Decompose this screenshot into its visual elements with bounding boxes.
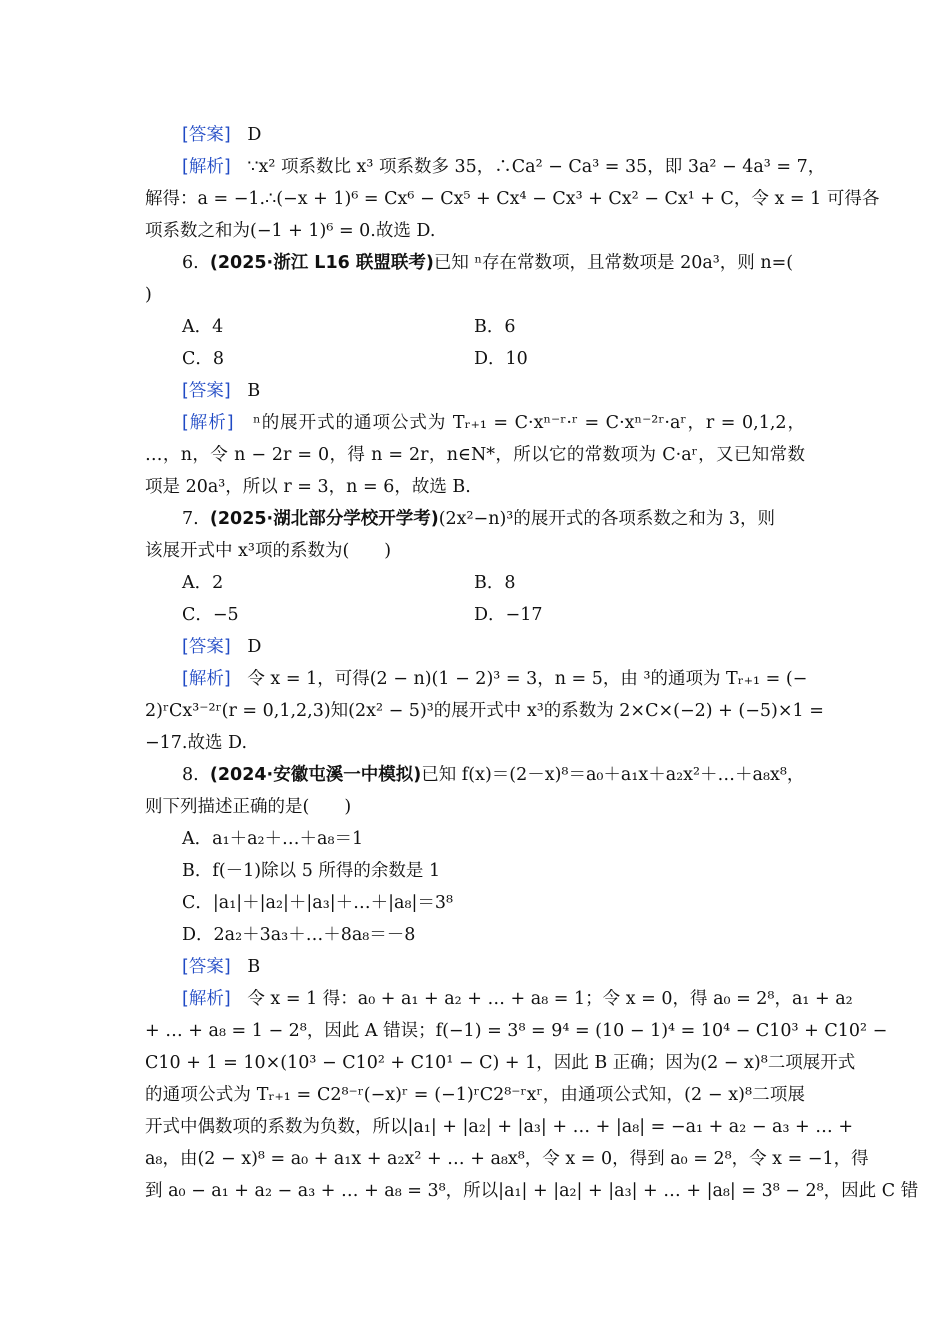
analysis-tag: [解析] — [182, 669, 231, 689]
q6-option-a: A．4 — [182, 317, 224, 337]
q8-option-b: B．f(－1)除以 5 所得的余数是 1 — [182, 861, 441, 881]
q5-analysis-line-3: 项系数之和为(−1 + 1)⁶ = 0.故选 D. — [145, 221, 436, 241]
q8-analysis-line-4: 的通项公式为 Tᵣ₊₁ = C2⁸⁻ʳ(−x)ʳ = (−1)ʳC2⁸⁻ʳxʳ，由通项公式知，(2 − x)⁸二项展 — [145, 1085, 805, 1105]
q6-option-b: B．6 — [474, 317, 516, 337]
q8-analysis-line-5: 开式中偶数项的系数为负数，所以|a₁| + |a₂| + |a₃| + … + |a₈| = −a₁ + a₂ − a₃ + … + — [145, 1117, 854, 1137]
q7-stem-line-1 — [182, 506, 775, 532]
q6-stem-1: 已知 ⁿ存在常数项，且常数项是 20a³，则 n=( — [433, 253, 794, 273]
q6-analysis-1: ⁿ的展开式的通项公式为 Tᵣ₊₁ = C·xⁿ⁻ʳ·ʳ = C·xⁿ⁻²ʳ·aʳ，r = 0,1,2， — [253, 413, 805, 433]
q5-answer-line — [182, 122, 261, 148]
analysis-tag: [解析] — [182, 413, 234, 433]
q7-analysis-1: 令 x = 1，可得(2 − n)(1 − 2)³ = 3，n = 5，由 ³的通项为 Tᵣ₊₁ = (− — [247, 669, 808, 689]
q8-analysis-1: 令 x = 1 得：a₀ + a₁ + a₂ + … + a₈ = 1；令 x = 0，得 a₀ = 2⁸，a₁ + a₂ — [247, 989, 853, 1009]
q8-answer: B — [247, 957, 261, 977]
q8-stem-1: 已知 f(x)＝(2－x)⁸＝a₀＋a₁x＋a₂x²＋…＋a₈x⁸， — [421, 765, 805, 785]
q6-option-d: D．10 — [474, 349, 528, 369]
answer-tag: [答案] — [182, 125, 231, 145]
q7-stem-line-2: 该展开式中 x³项的系数为( ) — [145, 541, 392, 561]
q6-analysis-line-3: 项是 20a³，所以 r = 3，n = 6，故选 B. — [145, 477, 471, 497]
q7-option-d: D．−17 — [474, 605, 543, 625]
q6-option-c: C．8 — [182, 349, 225, 369]
q7-stem-1: (2x²−n)³的展开式的各项系数之和为 3，则 — [438, 509, 776, 529]
q8-analysis-line-2: + … + a₈ = 1 − 2⁸，因此 A 错误；f(−1) = 3⁸ = 9⁴ = (10 − 1)⁴ = 10⁴ − C10³ + C10² − — [145, 1021, 888, 1041]
q6-stem-line-2: ) — [145, 285, 152, 305]
q7-source: (2025·湖北部分学校开学考) — [209, 509, 439, 529]
q8-analysis-line-7: 到 a₀ − a₁ + a₂ − a₃ + … + a₈ = 3⁸，所以|a₁| + |a₂| + |a₃| + … + |a₈| = 3⁸ − 2⁸，因此 C 错 — [145, 1181, 919, 1201]
q8-number: 8. — [182, 765, 199, 785]
q8-option-a: A．a₁＋a₂＋…＋a₈＝1 — [182, 829, 364, 849]
q8-source: (2024·安徽屯溪一中模拟) — [209, 765, 422, 785]
q7-option-a: A．2 — [182, 573, 224, 593]
q6-answer-line — [182, 378, 260, 404]
q8-analysis-line-1 — [182, 986, 853, 1012]
q7-analysis-line-3: −17.故选 D. — [145, 733, 248, 753]
q8-stem-line-2: 则下列描述正确的是( ) — [145, 797, 352, 817]
q8-stem-line-1 — [182, 762, 804, 788]
q5-analysis-1: ∵x² 项系数比 x³ 项系数多 35，∴Ca² − Ca³ = 35，即 3a² − 4a³ = 7， — [247, 157, 826, 177]
q7-option-c: C．−5 — [182, 605, 239, 625]
q8-analysis-line-3: C10 + 1 = 10×(10³ − C10² + C10¹ − C) + 1，因此 B 正确；因为(2 − x)⁸二项展开式 — [145, 1053, 856, 1073]
q8-analysis-line-6: a₈，由(2 − x)⁸ = a₀ + a₁x + a₂x² + … + a₈x⁸，令 x = 0，得到 a₀ = 2⁸，令 x = −1，得 — [145, 1149, 869, 1169]
q8-option-c: C．|a₁|＋|a₂|＋|a₃|＋…＋|a₈|＝3⁸ — [182, 893, 454, 913]
q8-answer-line — [182, 954, 260, 980]
q6-number: 6. — [182, 253, 199, 273]
answer-tag: [答案] — [182, 637, 231, 657]
q5-answer: D — [247, 125, 262, 145]
analysis-tag: [解析] — [182, 989, 231, 1009]
q5-analysis-line-2: 解得：a = −1.∴(−x + 1)⁶ = Cx⁶ − Cx⁵ + Cx⁴ − Cx³ + Cx² − Cx¹ + C，令 x = 1 可得各 — [145, 189, 880, 209]
q6-analysis-line-2: …，n，令 n − 2r = 0，得 n = 2r，n∈N*，所以它的常数项为 C·aʳ，又已知常数 — [145, 445, 805, 465]
answer-tag: [答案] — [182, 957, 231, 977]
q5-analysis-line-1 — [182, 154, 825, 180]
q8-option-d: D．2a₂＋3a₃＋…＋8a₈＝－8 — [182, 925, 416, 945]
q6-analysis-line-1 — [182, 410, 805, 436]
q7-analysis-line-2: 2)ʳCx³⁻²ʳ(r = 0,1,2,3)知(2x² − 5)³的展开式中 x³的系数为 2×C×(−2) + (−5)×1 = — [145, 701, 824, 721]
q7-analysis-line-1 — [182, 666, 808, 692]
q7-option-b: B．8 — [474, 573, 516, 593]
answer-tag: [答案] — [182, 381, 231, 401]
q7-answer-line — [182, 634, 261, 660]
q7-answer: D — [247, 637, 262, 657]
q6-stem-line-1 — [182, 250, 793, 276]
analysis-tag: [解析] — [182, 157, 231, 177]
q7-number: 7. — [182, 509, 199, 529]
q6-answer: B — [247, 381, 261, 401]
q6-source: (2025·浙江 L16 联盟联考) — [209, 253, 434, 273]
